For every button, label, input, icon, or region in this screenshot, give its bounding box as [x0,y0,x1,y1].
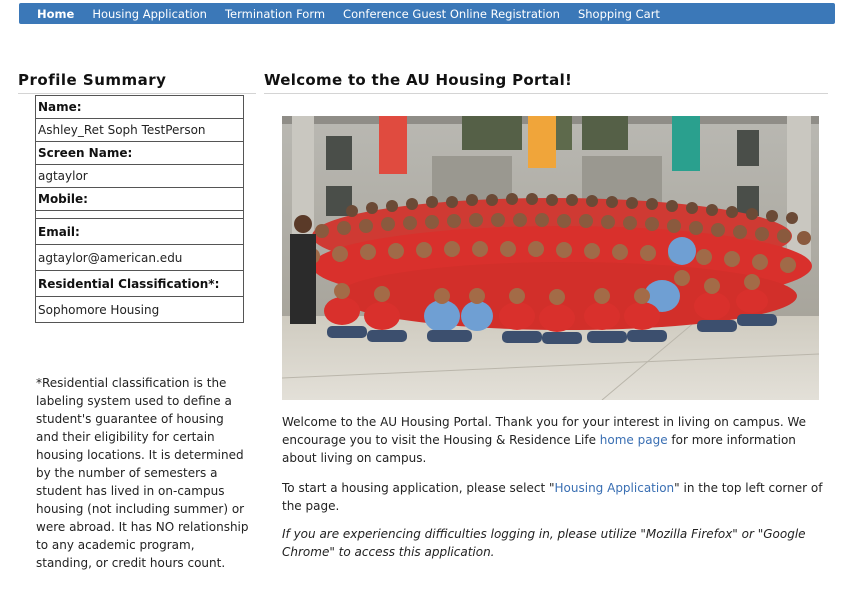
screen-name-value: agtaylor [36,165,244,188]
page-title: Welcome to the AU Housing Portal! [264,71,573,89]
group-photo [282,116,819,400]
start-text-2: " in the top left corner of the page. [282,481,823,513]
start-text-1: To start a housing application, please select " [282,481,555,495]
name-label: Name: [36,96,244,119]
start-application-paragraph [282,479,827,515]
classification-footnote: *Residential classification is the labeling system used to define a student's guarantee of housing and their eligibility for certain housing locations. It is determined by the number of semesters a student has lived in on-campus housing (not including summer) or were abroad. It has NO relationship to any academic program, standing, or credit hours count. [36,376,249,570]
residential-classification-value: Sophomore Housing [36,297,244,323]
email-value: agtaylor@american.edu [36,245,244,271]
housing-application-link[interactable]: Housing Application [554,481,675,495]
mobile-label: Mobile: [36,188,244,211]
intro-text-2: for more information about living on campus. [282,433,796,465]
nav-termination-form[interactable]: Termination Form [224,6,326,21]
residential-classification-label: Residential Classification*: [36,271,244,297]
sidebar-divider [18,93,256,94]
nav-conference-registration[interactable]: Conference Guest Online Registration [343,6,560,21]
home-page-link[interactable]: home page [599,433,668,447]
nav-housing-application[interactable]: Housing Application [92,6,207,21]
name-value: Ashley_Ret Soph TestPerson [36,119,244,142]
browser-note: If you are experiencing difficulties logging in, please utilize "Mozilla Firefox" or "Google Chrome" to access this application. [282,527,806,559]
profile-table [35,95,244,323]
top-nav [19,3,835,24]
profile-summary-title: Profile Summary [18,71,167,89]
nav-home[interactable]: Home [37,6,75,21]
screen-name-label: Screen Name: [36,142,244,165]
intro-text-1: Welcome to the AU Housing Portal. Thank you for your interest in living on campus. We encourage you to visit the Housing & Residence Life [282,415,807,447]
crowd [290,193,812,344]
mobile-value [36,211,244,219]
group-photo-image [282,116,819,400]
intro-paragraph [282,413,827,467]
email-label: Email: [36,219,244,245]
nav-shopping-cart[interactable]: Shopping Cart [577,6,660,21]
title-divider [264,93,828,94]
